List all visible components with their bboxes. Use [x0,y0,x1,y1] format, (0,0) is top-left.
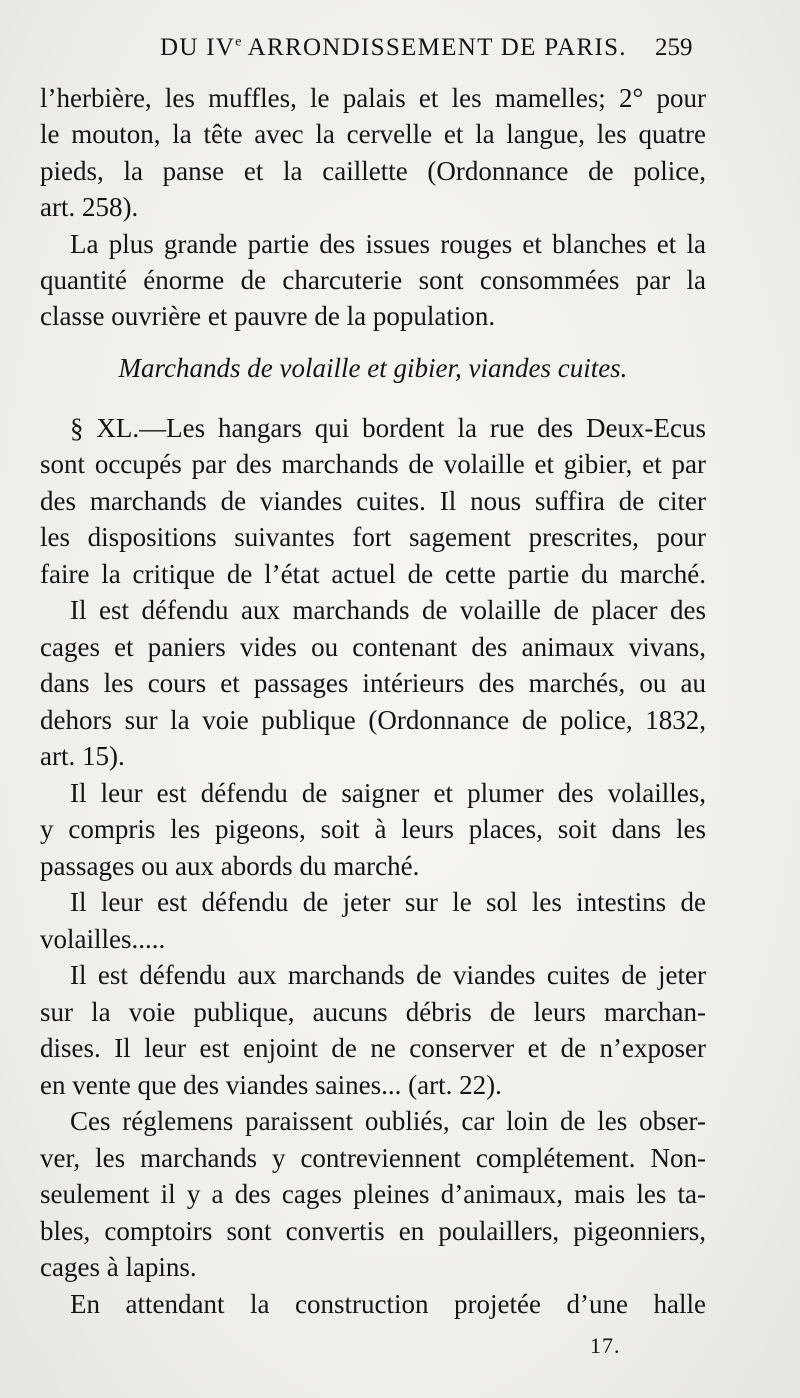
text-line: sur la voie publique, aucuns débris de leurs marchan- [40,997,706,1027]
title-superscript: e [235,34,242,50]
page-number: 259 [655,34,693,61]
text-line: ver, les marchands y contreviennent complétement. Non- [40,1143,706,1173]
section-marker-line: § XL.—Les hangars qui bordent la rue des Deux-Ecus [70,413,706,443]
text-line: pieds, la panse et la caillette (Ordonnance de police, [40,156,706,186]
text-line: bles, comptoirs sont convertis en poulaillers, pigeonniers, [40,1216,706,1246]
text-line: y compris les pigeons, soit à leurs places, soit dans les [40,814,706,844]
text-line: cages et paniers vides ou contenant des animaux vivans, [40,632,706,662]
text-line: art. 258). [40,192,139,222]
paragraph-start: Il leur est défendu de jeter sur le sol les intestins de [70,887,706,917]
running-header [0,34,800,70]
text-line: les dispositions suivantes fort sagement prescrites, pour [40,522,706,552]
paragraph-start: Ces réglemens paraissent oubliés, car loin de les obser- [70,1106,706,1136]
text-line: quantité énorme de charcuterie sont consommées par la [40,265,706,295]
paragraph-start: La plus grande partie des issues rouges et blanches et la [70,229,706,259]
running-title [160,34,627,62]
paragraph-start: Il leur est défendu de saigner et plumer des volailles, [70,778,706,808]
text-line: des marchands de viandes cuites. Il nous suffira de citer [40,486,706,516]
text-line: art. 15). [40,741,125,771]
section-heading: Marchands de volaille et gibier, viandes cuites. [118,353,628,383]
signature-mark: 17. [590,1333,621,1358]
paragraph-start: Il est défendu aux marchands de volaille de placer des [70,595,706,625]
paragraph-start: Il est défendu aux marchands de viandes cuites de jeter [70,960,706,990]
text-line: dises. Il leur est enjoint de ne conserver et de n’exposer [40,1033,706,1063]
text-line: passages ou aux abords du marché. [40,851,420,881]
text-line: le mouton, la tête avec la cervelle et la langue, les quatre [40,119,706,149]
text-line: cages à lapins. [40,1252,197,1282]
text-line: seulement il y a des cages pleines d’animaux, mais les ta- [40,1179,706,1209]
text-line: faire la critique de l’état actuel de cette partie du marché. [40,559,706,589]
paragraph-start: En attendant la construction projetée d’une halle [70,1289,706,1319]
title-prefix: DU IV [160,34,236,61]
text-line: volailles..... [40,924,166,954]
text-line: dans les cours et passages intérieurs des marchés, ou au [40,668,706,698]
text-line: en vente que des viandes saines... (art. 22). [40,1070,502,1100]
text-line: sont occupés par des marchands de volaille et gibier, et par [40,449,706,479]
title-suffix: ARRONDISSEMENT DE PARIS. [241,34,627,61]
text-line: dehors sur la voie publique (Ordonnance de police, 1832, [40,705,706,735]
text-line: l’herbière, les muffles, le palais et les mamelles; 2° pour [40,83,706,113]
text-line: classe ouvrière et pauvre de la population. [40,301,496,331]
